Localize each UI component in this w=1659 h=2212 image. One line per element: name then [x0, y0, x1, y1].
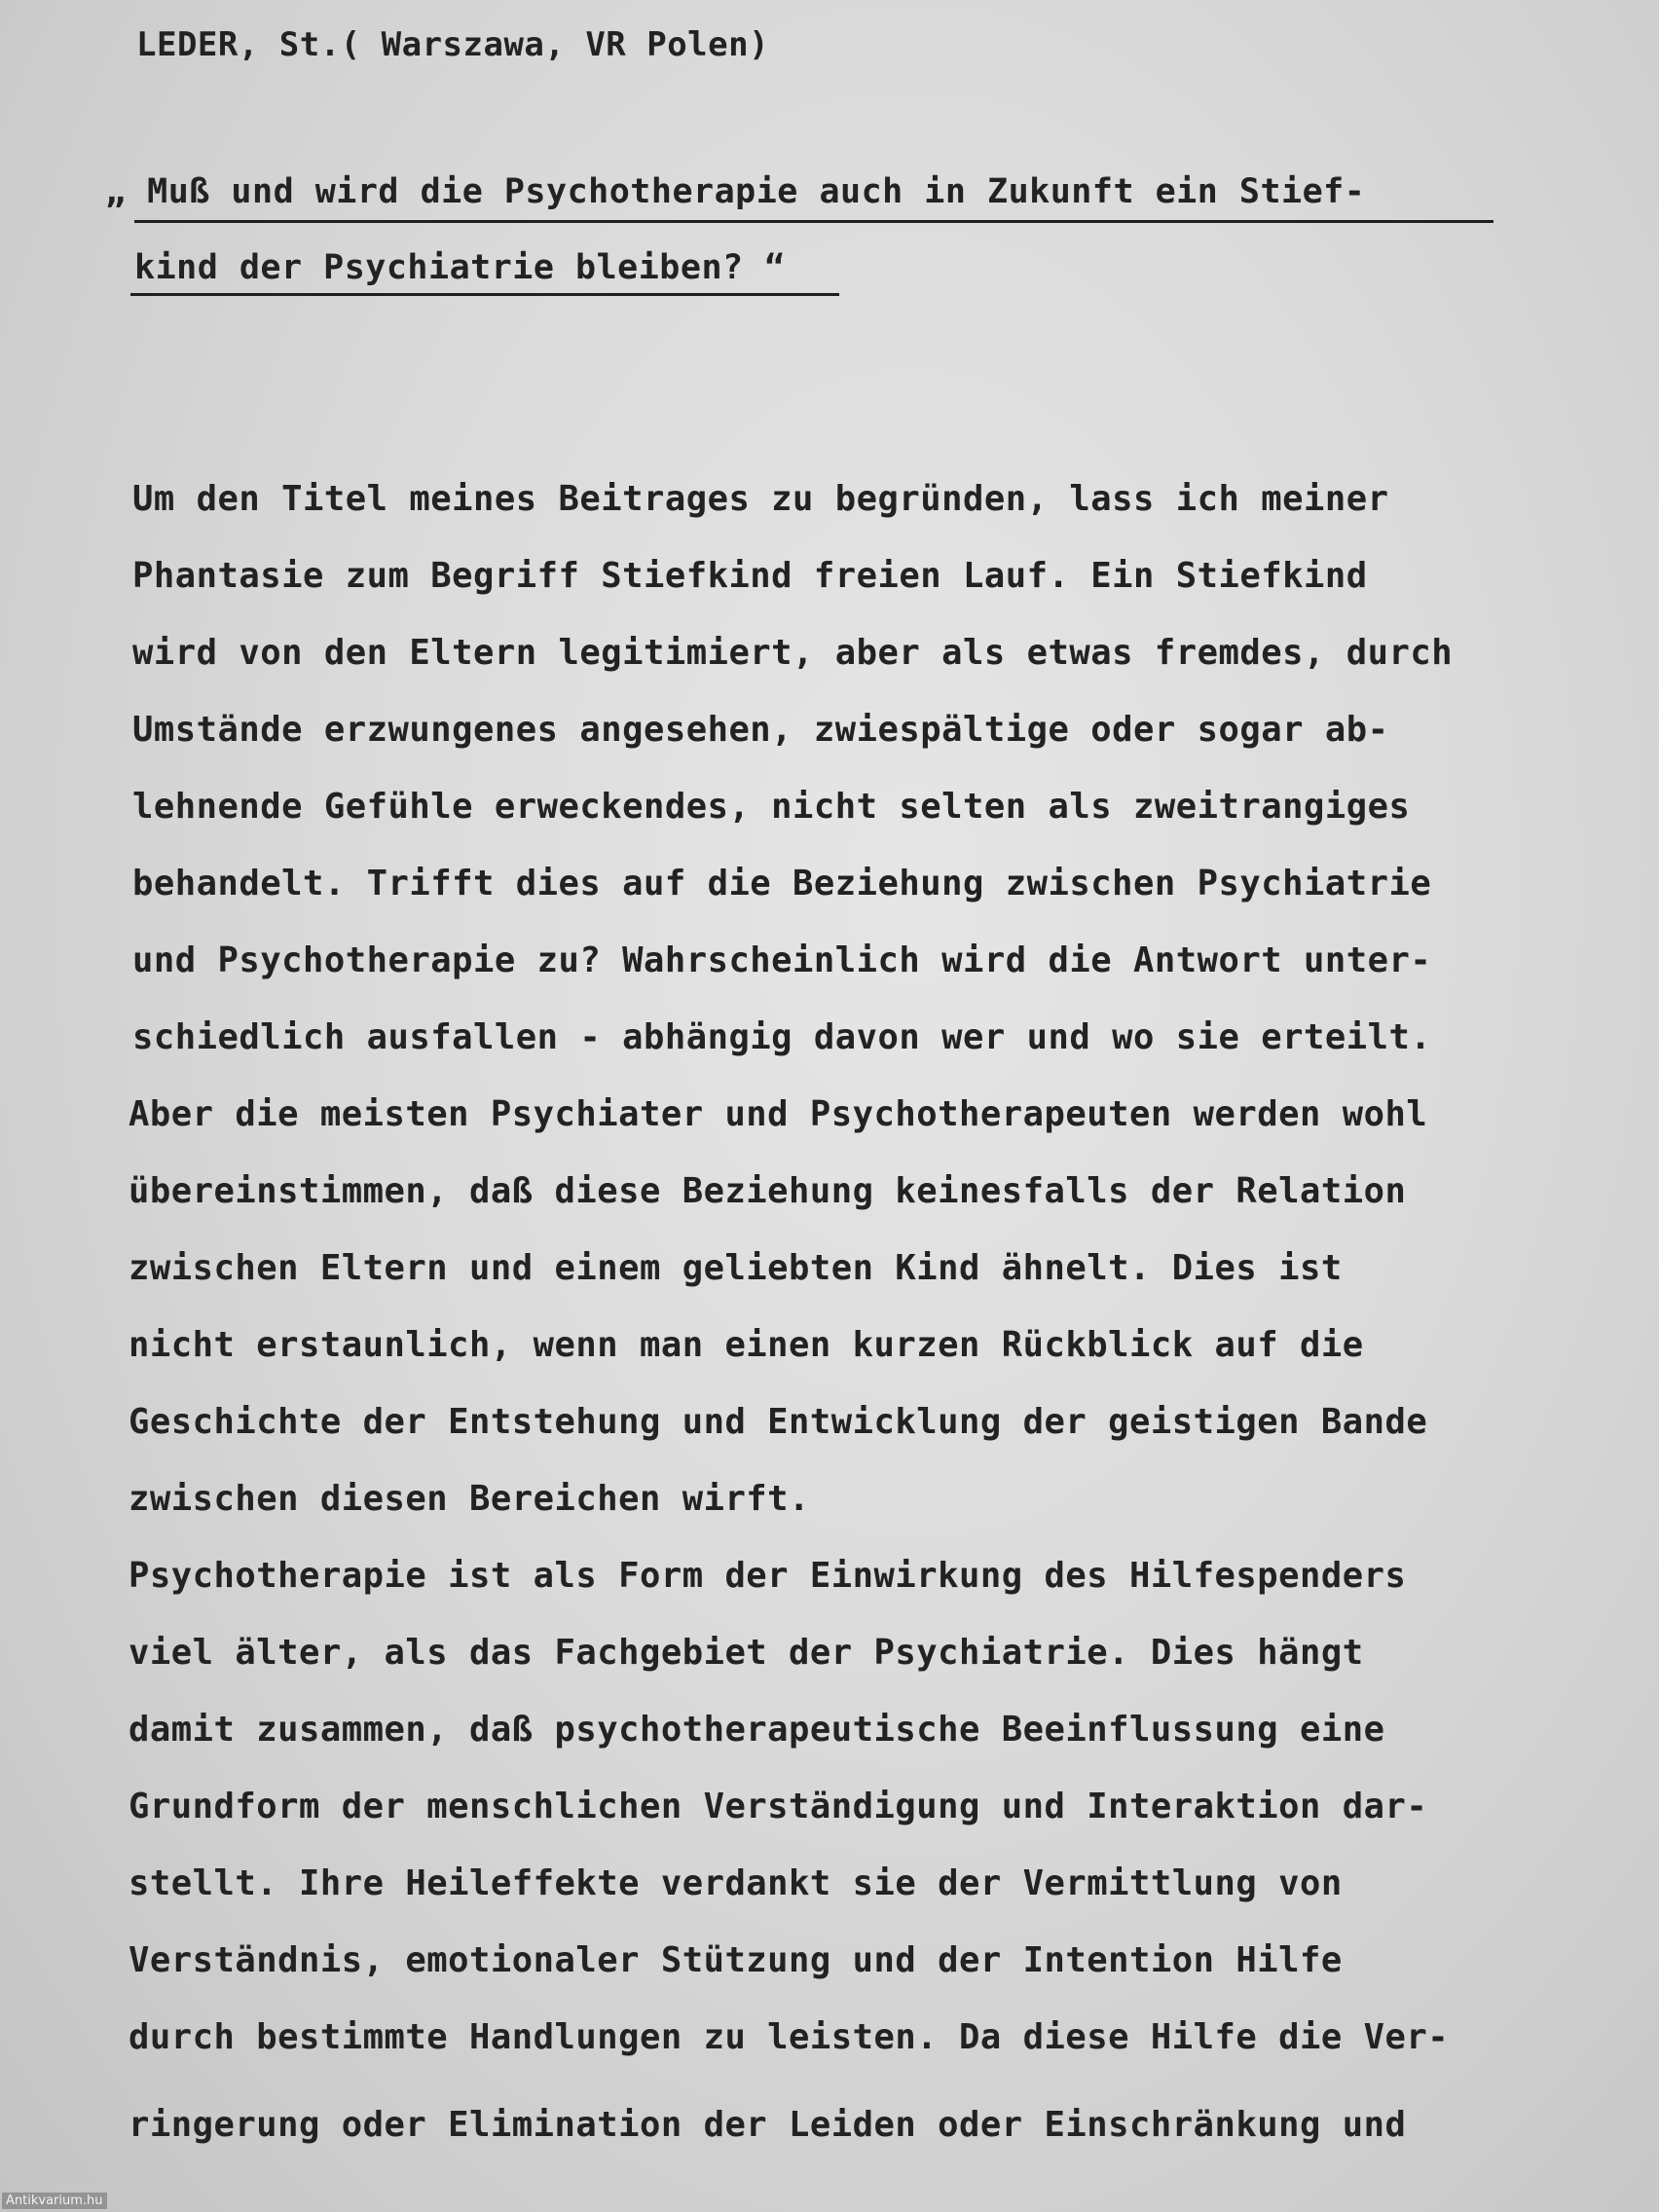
body-line-5: lehnende Gefühle erweckendes, nicht selten als zweitrangiges: [132, 787, 1411, 827]
body-line-16: viel älter, als das Fachgebiet der Psychiatrie. Dies hängt: [129, 1633, 1364, 1673]
body-line-7: und Psychotherapie zu? Wahrscheinlich wird die Antwort unter-: [132, 940, 1432, 980]
body-line-9: Aber die meisten Psychiater und Psychotherapeuten werden wohl: [129, 1094, 1428, 1134]
body-line-20: Verständnis, emotionaler Stützung und der Intention Hilfe: [129, 1940, 1343, 1980]
body-line-18: Grundform der menschlichen Verständigung und Interaktion dar-: [129, 1787, 1428, 1826]
body-line-2: Phantasie zum Begriff Stiefkind freien Lauf. Ein Stiefkind: [132, 556, 1368, 596]
body-line-1: Um den Titel meines Beitrages zu begründen, lass ich meiner: [132, 479, 1389, 519]
body-line-15: Psychotherapie ist als Form der Einwirkung des Hilfespenders: [129, 1556, 1407, 1596]
title-underline-1: [134, 220, 1493, 223]
title-line-2: kind der Psychiatrie bleiben? “: [134, 248, 786, 287]
body-line-14: zwischen diesen Bereichen wirft.: [129, 1479, 810, 1519]
watermark-label: Antikvarium.hu: [2, 2193, 107, 2209]
body-line-13: Geschichte der Entstehung und Entwicklung der geistigen Bande: [129, 1402, 1428, 1442]
body-line-12: nicht erstaunlich, wenn man einen kurzen Rückblick auf die: [129, 1325, 1364, 1365]
body-line-6: behandelt. Trifft dies auf die Beziehung zwischen Psychiatrie: [132, 864, 1432, 903]
body-line-10: übereinstimmen, daß diese Beziehung keinesfalls der Relation: [129, 1171, 1407, 1211]
body-line-17: damit zusammen, daß psychotherapeutische Beeinflussung eine: [129, 1710, 1385, 1750]
body-line-11: zwischen Eltern und einem geliebten Kind ähnelt. Dies ist: [129, 1248, 1343, 1288]
body-line-4: Umstände erzwungenes angesehen, zwiespältige oder sogar ab-: [132, 710, 1389, 750]
body-line-19: stellt. Ihre Heileffekte verdankt sie der Vermittlung von: [129, 1863, 1343, 1903]
body-line-21: durch bestimmte Handlungen zu leisten. Da diese Hilfe die Ver-: [129, 2017, 1450, 2057]
body-line-3: wird von den Eltern legitimiert, aber als etwas fremdes, durch: [132, 633, 1454, 673]
body-line-22: ringerung oder Elimination der Leiden oder Einschränkung und: [129, 2105, 1407, 2145]
title-line-1: „ Muß und wird die Psychotherapie auch in Zukunft ein Stief-: [105, 172, 1366, 211]
title-underline-2: [130, 293, 839, 296]
body-line-8: schiedlich ausfallen - abhängig davon wer und wo sie erteilt.: [132, 1017, 1432, 1057]
author-header: LEDER, St.( Warszawa, VR Polen): [136, 25, 770, 64]
